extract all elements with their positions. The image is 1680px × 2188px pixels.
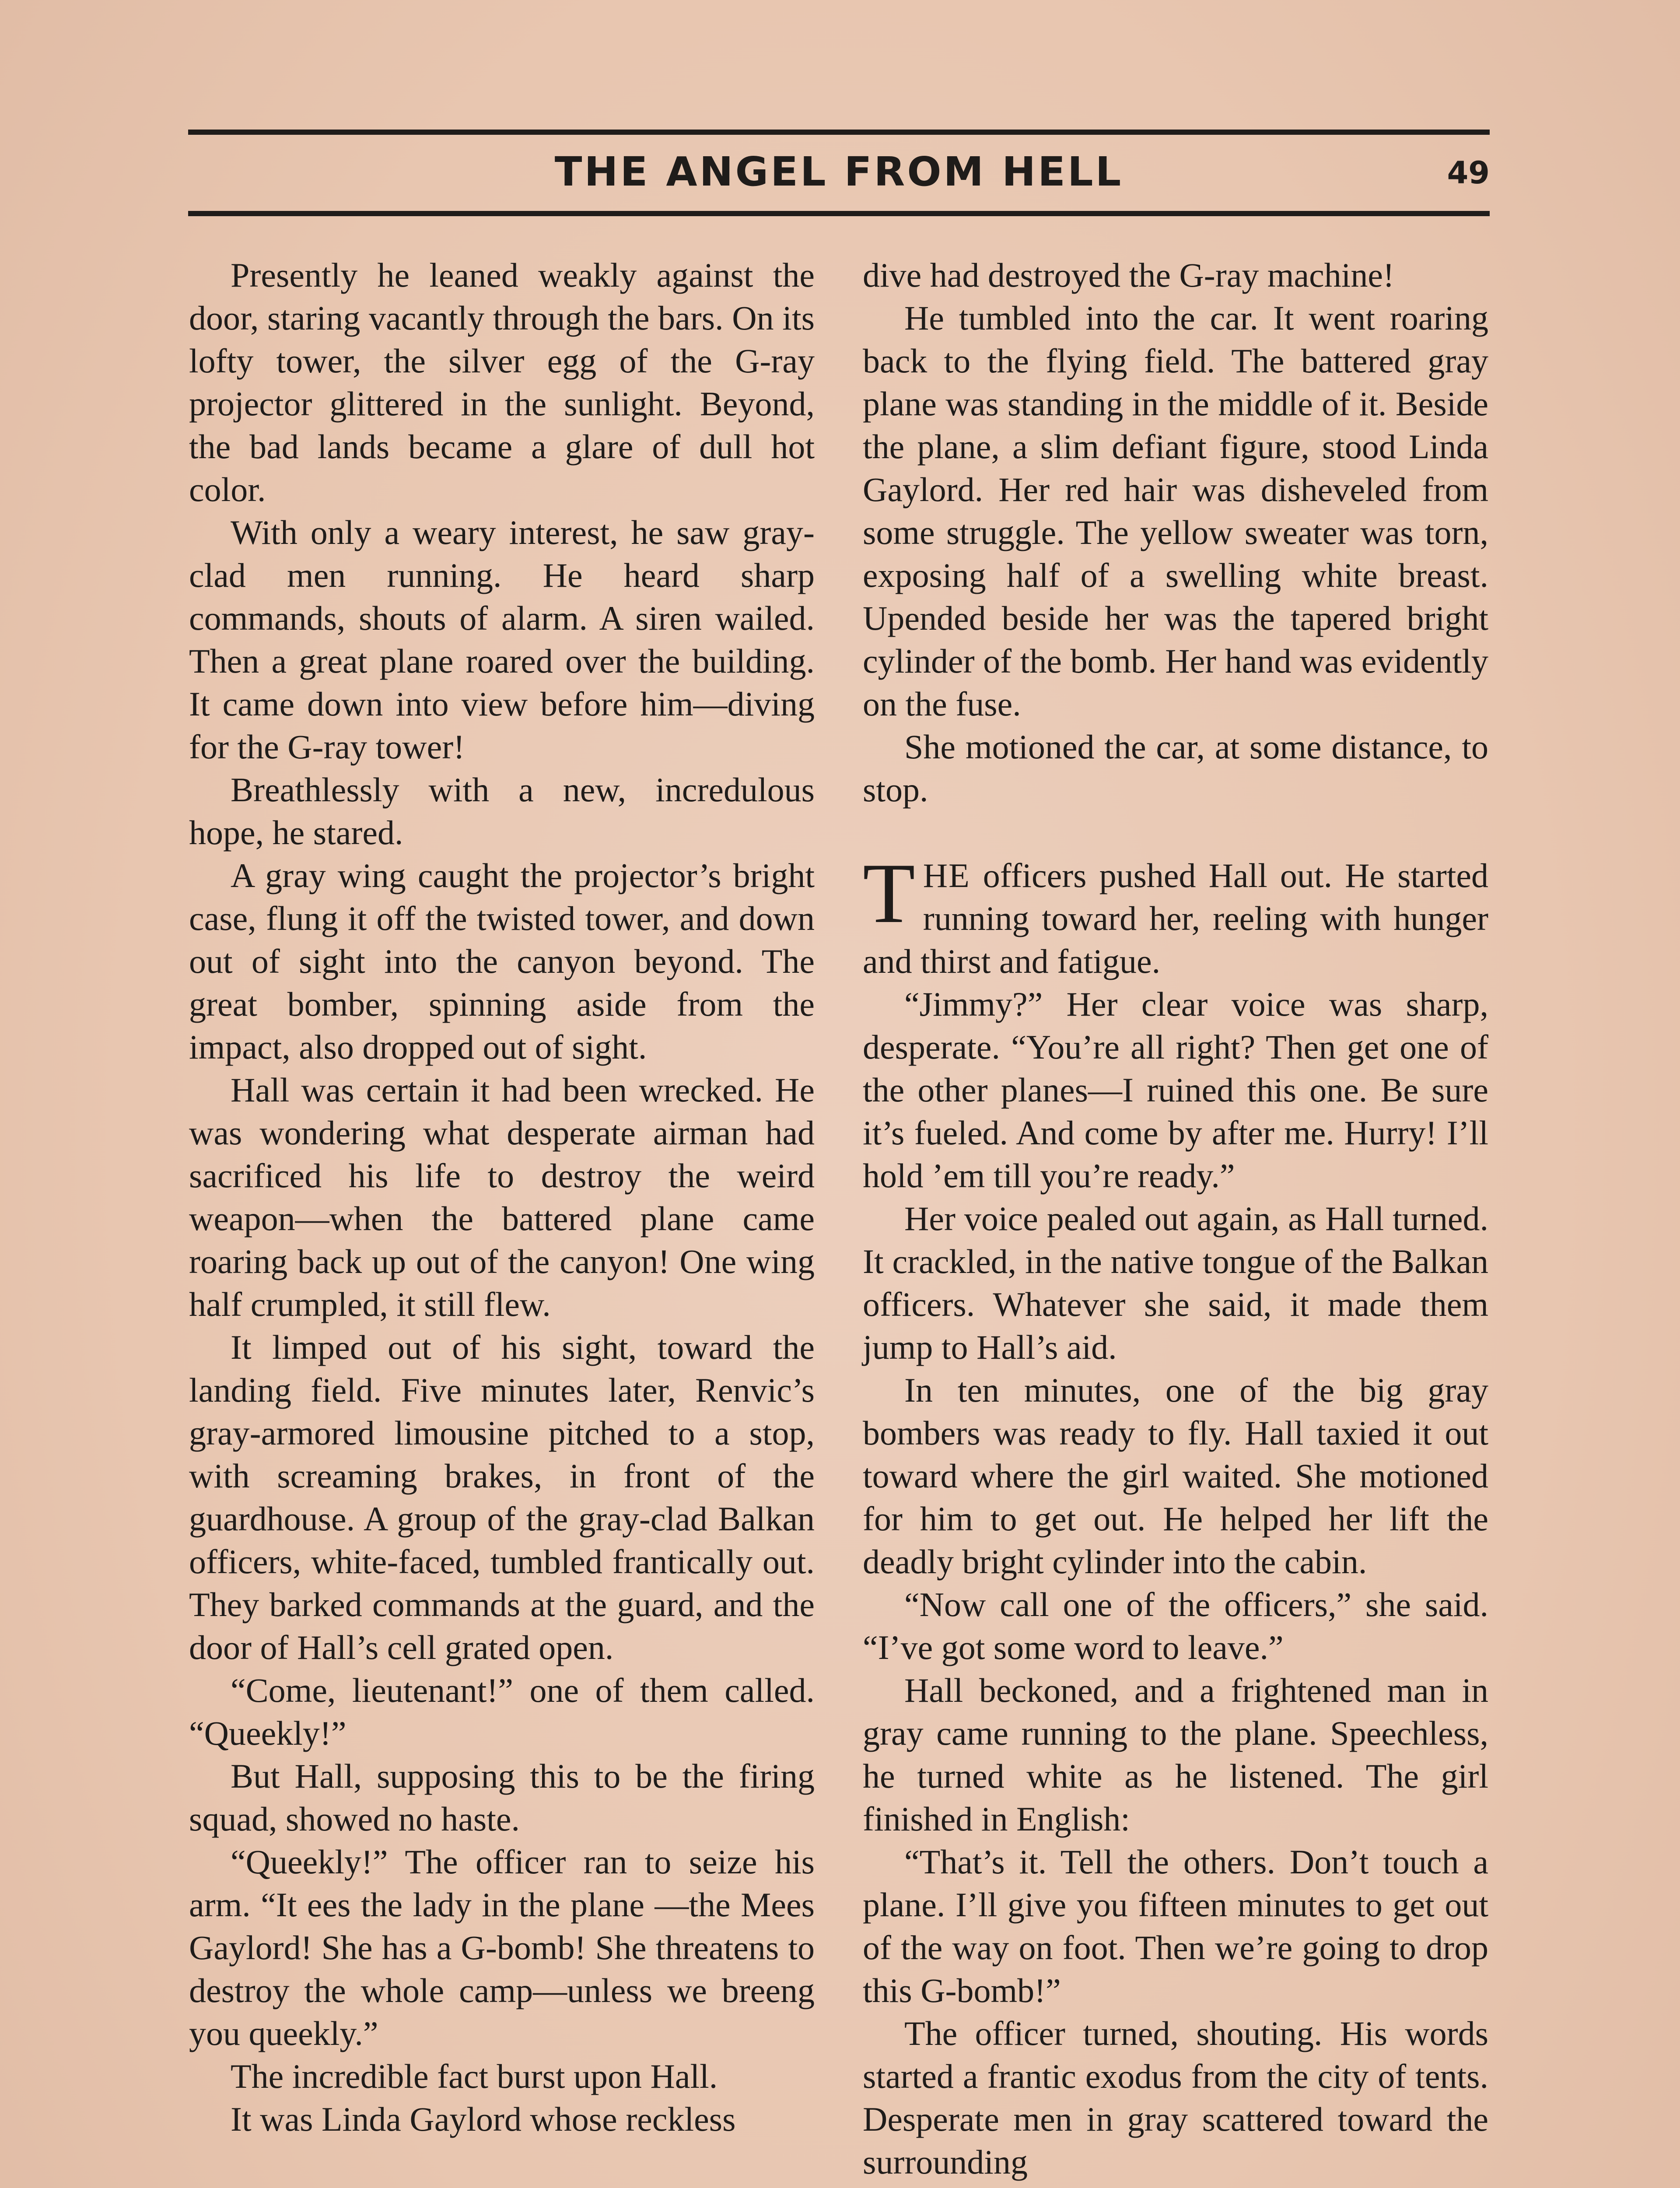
paragraph: “Come, lieutenant!” one of them called. “Queekly!” (189, 1671, 815, 1752)
paragraph: With only a weary interest, he saw gray-clad men running. He heard sharp commands, shouts of alarm. A siren wailed. Then a great plane roared over the building. It came down into view before him—diving for the G-ray tower! (189, 513, 815, 766)
paragraph: “Jimmy?” Her clear voice was sharp, desperate. “You’re all right? Then get one of the other planes—I ruined this one. Be sure it’s fueled. And come by after me. Hurry! I’ll hold ’em till you’re ready.” (863, 985, 1488, 1195)
paragraph: She motioned the car, at some distance, to stop. (863, 728, 1488, 809)
paragraph: The incredible fact burst upon Hall. (231, 2057, 718, 2095)
paragraph: Breathlessly with a new, incredulous hope, he stared. (189, 771, 815, 852)
page-number: 49 (1447, 155, 1490, 191)
paragraph: Her voice pealed out again, as Hall turned. It crackled, in the native tongue of the Balkan officers. Whatever she said, it made them jump to Hall’s aid. (863, 1199, 1488, 1366)
paragraph: A gray wing caught the projector’s bright case, flung it off the twisted tower, and down out of sight into the canyon beyond. The great bomber, spinning aside from the impact, also dropped out of sight. (189, 856, 815, 1066)
paragraph: Hall beckoned, and a frightened man in gray came running to the plane. Speechless, he turned white as he listened. The girl finished in English: (863, 1671, 1488, 1838)
right-column (863, 254, 1488, 2184)
small-caps-lead: HE (923, 856, 970, 894)
section-break (863, 811, 1488, 854)
paragraph: “That’s it. Tell the others. Don’t touch a plane. I’ll give you fifteen minutes to get out of the way on foot. Then we’re going to drop this G-bomb!” (863, 1843, 1488, 2009)
header-rule-top (188, 130, 1490, 135)
paragraph-continuation: dive had destroyed the G-ray machine! (863, 256, 1395, 294)
paragraph: It was Linda Gaylord whose reckless (231, 2100, 736, 2138)
paragraph: Hall was certain it had been wrecked. He was wondering what desperate airman had sacrificed his life to destroy the weird weapon—when the battered plane came roaring back up out of the canyon! One wing half crumpled, it still flew. (189, 1071, 815, 1323)
paragraph: Presently he leaned weakly against the door, staring vacantly through the bars. On its lofty tower, the silver egg of the G-ray projector glittered in the sunlight. Beyond, the bad lands became a glare of dull hot color. (189, 256, 815, 508)
dropcap-paragraph-text: officers pushed Hall out. He started running toward her, reeling with hunger and thirst and fatigue. (863, 856, 1488, 980)
paragraph: But Hall, supposing this to be the firing squad, showed no haste. (189, 1757, 815, 1838)
dropcap-paragraph (863, 846, 1488, 983)
paragraph: “Now call one of the officers,” she said. “I’ve got some word to leave.” (863, 1585, 1488, 1666)
paragraph: In ten minutes, one of the big gray bombers was ready to fly. Hall taxied it out toward where the girl waited. She motioned for him to get out. He helped her lift the deadly bright cylinder into the cabin. (863, 1371, 1488, 1581)
paragraph: The officer turned, shouting. His words started a frantic exodus from the city of tents. Desperate men in gray scattered toward the surrounding (863, 2014, 1488, 2181)
header-rule-bottom (188, 211, 1490, 216)
paragraph: “Queekly!” The officer ran to seize his arm. “It ees the lady in the plane —the Mees Gaylord! She has a G-bomb! She threatens to destroy the whole camp—unless we breeng you queekly.” (189, 1843, 815, 2052)
drop-cap: T (863, 846, 915, 941)
paragraph: He tumbled into the car. It went roaring back to the flying field. The battered gray plane was standing in the middle of it. Beside the plane, a slim defiant figure, stood Linda Gaylord. Her red hair was disheveled from some struggle. The yellow sweater was torn, exposing half of a swelling white breast. Upended beside her was the tapered bright cylinder of the bomb. Her hand was evidently on the fuse. (863, 299, 1488, 723)
running-title: THE ANGEL FROM HELL (554, 148, 1124, 195)
left-column (189, 254, 815, 2141)
paragraph: It limped out of his sight, toward the landing field. Five minutes later, Renvic’s gray-armored limousine pitched to a stop, with screaming brakes, in front of the guardhouse. A group of the gray-clad Balkan officers, white-faced, tumbled frantically out. They barked commands at the guard, and the door of Hall’s cell grated open. (189, 1328, 815, 1666)
